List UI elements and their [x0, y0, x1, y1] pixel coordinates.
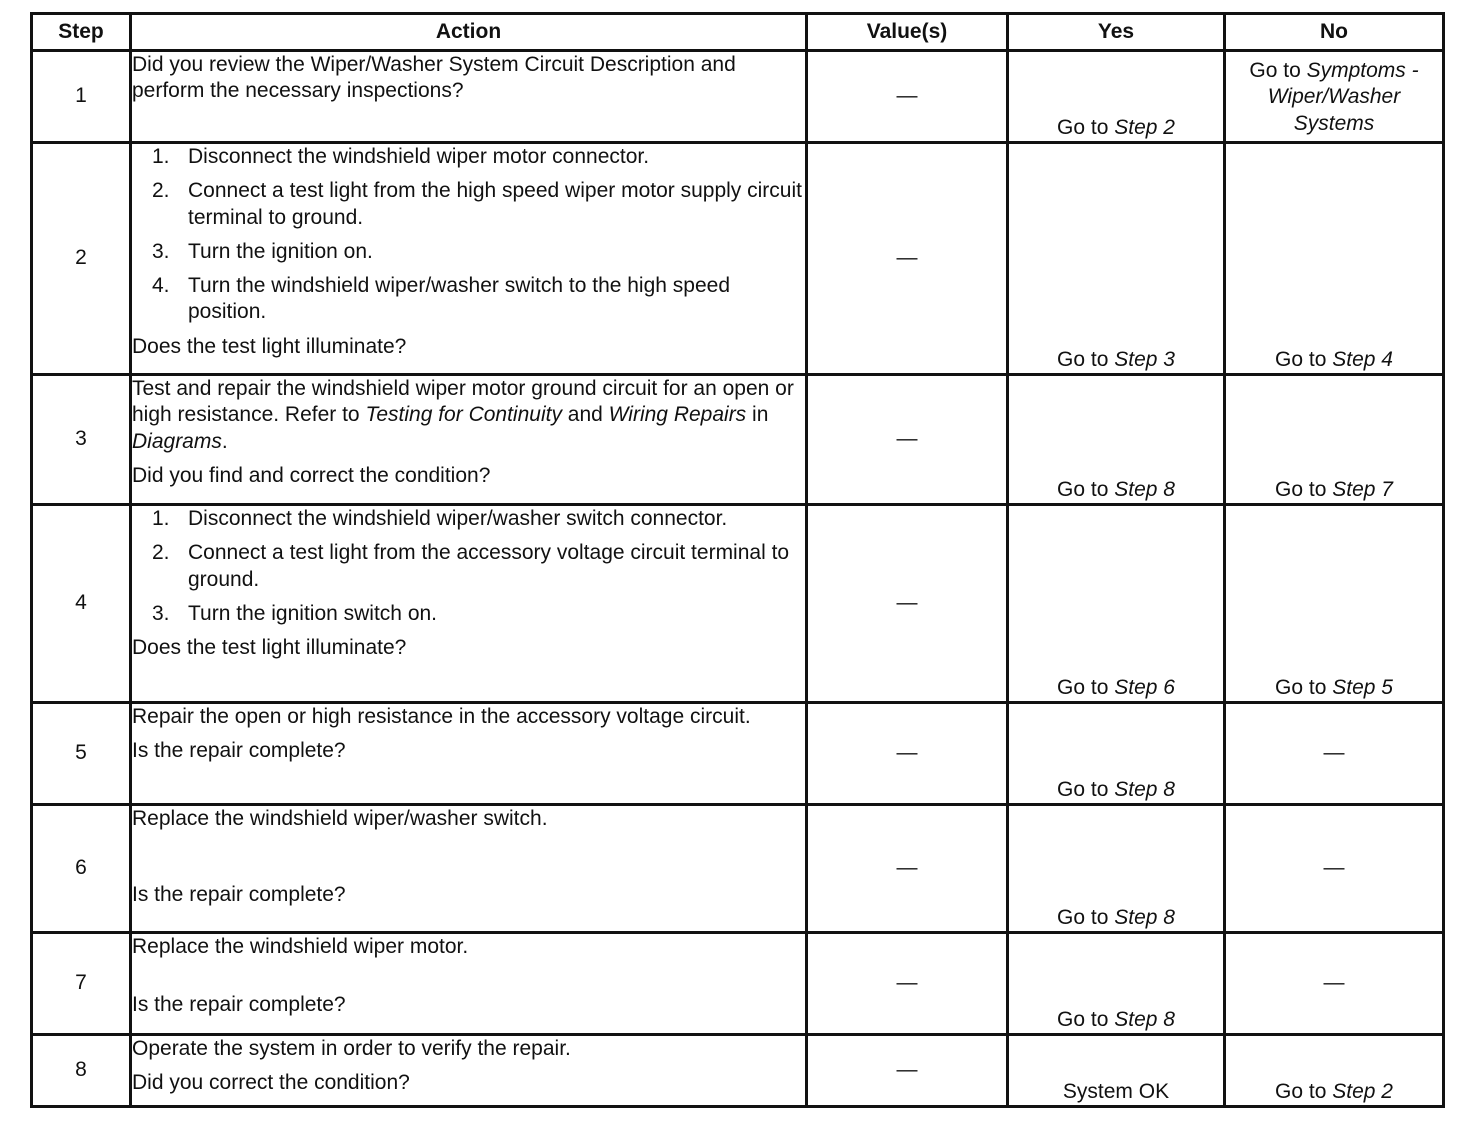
step-number: 7	[32, 933, 131, 1035]
yes-prefix: Go to	[1057, 115, 1115, 139]
no-prefix: Go to	[1275, 477, 1333, 501]
no-link[interactable]: Symptoms - Wiper/Washer Systems	[1267, 59, 1419, 135]
header-row	[32, 14, 1444, 51]
yes-link[interactable]: Step 8	[1114, 477, 1175, 501]
table-row	[32, 143, 1444, 375]
header-step: Step	[32, 14, 131, 51]
action-cell	[131, 505, 807, 703]
action-cell	[131, 143, 807, 375]
no-cell	[1225, 143, 1444, 375]
action-cell	[131, 933, 807, 1035]
yes-prefix: Go to	[1057, 905, 1115, 929]
table-row	[32, 703, 1444, 805]
step-number: 4	[32, 505, 131, 703]
yes-cell	[1008, 505, 1225, 703]
ref-link[interactable]: Testing for Continuity	[365, 403, 562, 427]
no-cell	[1225, 1035, 1444, 1107]
value-cell: —	[807, 51, 1008, 143]
yes-prefix: Go to	[1057, 675, 1115, 699]
value-cell: —	[807, 805, 1008, 933]
action-cell	[131, 805, 807, 933]
yes-prefix: Go to	[1057, 1007, 1115, 1031]
no-prefix: Go to	[1275, 347, 1333, 371]
yes-cell	[1008, 703, 1225, 805]
yes-cell	[1008, 51, 1225, 143]
table-row	[32, 375, 1444, 505]
no-link[interactable]: Step 7	[1332, 477, 1393, 501]
list-item: 4. Turn the windshield wiper/washer switch to the high speed position.	[152, 274, 731, 324]
no-cell: —	[1225, 805, 1444, 933]
yes-cell: System OK	[1008, 1035, 1225, 1107]
yes-link[interactable]: Step 8	[1114, 777, 1175, 801]
yes-cell	[1008, 143, 1225, 375]
yes-link[interactable]: Step 3	[1114, 347, 1175, 371]
action-list	[132, 506, 805, 627]
action-cell	[131, 51, 807, 143]
no-cell	[1225, 505, 1444, 703]
step-number: 8	[32, 1035, 131, 1107]
step-number: 6	[32, 805, 131, 933]
value-cell: —	[807, 703, 1008, 805]
value-cell: —	[807, 375, 1008, 505]
action-question: Did you find and correct the condition?	[132, 463, 491, 487]
action-text: Replace the windshield wiper motor.	[132, 935, 469, 958]
action-cell	[131, 1035, 807, 1107]
yes-prefix: Go to	[1057, 777, 1115, 801]
no-cell: —	[1225, 703, 1444, 805]
no-link[interactable]: Step 2	[1332, 1079, 1393, 1103]
step-number: 2	[32, 143, 131, 375]
header-yes: Yes	[1008, 14, 1225, 51]
action-question: Does the test light illuminate?	[132, 334, 407, 358]
ref-link[interactable]: Wiring Repairs	[608, 403, 747, 427]
action-question: Does the test light illuminate?	[132, 636, 407, 659]
list-item: 3. Turn the ignition on.	[152, 239, 373, 263]
header-action: Action	[131, 14, 807, 51]
value-cell: —	[807, 933, 1008, 1035]
action-text: Replace the windshield wiper/washer switch.	[132, 807, 548, 830]
step-number: 3	[32, 375, 131, 505]
yes-link[interactable]: Step 8	[1114, 905, 1175, 929]
yes-link[interactable]: Step 6	[1114, 675, 1175, 699]
step-number: 1	[32, 51, 131, 143]
yes-cell	[1008, 805, 1225, 933]
value-cell: —	[807, 143, 1008, 375]
no-cell	[1225, 375, 1444, 505]
header-no: No	[1225, 14, 1444, 51]
list-item: 1. Disconnect the windshield wiper motor connector.	[152, 145, 650, 168]
yes-prefix: Go to	[1057, 477, 1115, 501]
action-text: Operate the system in order to verify the repair.	[132, 1037, 571, 1060]
action-list	[132, 144, 805, 326]
action-question: Did you correct the condition?	[132, 1071, 410, 1095]
table-row	[32, 805, 1444, 933]
value-cell: —	[807, 505, 1008, 703]
table-row	[32, 1035, 1444, 1107]
list-item: 3. Turn the ignition switch on.	[152, 601, 438, 625]
list-item: 1. Disconnect the windshield wiper/washer switch connector.	[152, 507, 728, 530]
value-cell: —	[807, 1035, 1008, 1107]
action-question: Is the repair complete?	[132, 883, 346, 907]
action-question: Is the repair complete?	[132, 739, 346, 763]
yes-cell	[1008, 933, 1225, 1035]
table-row	[32, 505, 1444, 703]
action-question: Is the repair complete?	[132, 993, 346, 1017]
yes-link[interactable]: Step 8	[1114, 1007, 1175, 1031]
action-cell	[131, 703, 807, 805]
action-text: Did you review the Wiper/Washer System Circuit Description and perform the necessary inspections?	[132, 53, 736, 103]
no-cell	[1225, 51, 1444, 143]
no-link[interactable]: Step 5	[1332, 675, 1393, 699]
no-link[interactable]: Step 4	[1332, 347, 1393, 371]
list-item: 2. Connect a test light from the high speed wiper motor supply circuit terminal to ground.	[152, 179, 802, 229]
action-text: Repair the open or high resistance in the accessory voltage circuit.	[132, 705, 751, 728]
diagnostic-table	[30, 12, 1445, 1108]
yes-cell	[1008, 375, 1225, 505]
action-text: Test and repair the windshield wiper motor ground circuit for an open or high resistance. Refer to Testing for Continuity and Wiring Repairs in Diagrams.	[132, 377, 794, 453]
yes-prefix: Go to	[1057, 347, 1115, 371]
step-number: 5	[32, 703, 131, 805]
no-prefix: Go to	[1275, 675, 1333, 699]
action-cell	[131, 375, 807, 505]
list-item: 2. Connect a test light from the accessory voltage circuit terminal to ground.	[152, 541, 790, 591]
no-cell: —	[1225, 933, 1444, 1035]
yes-link[interactable]: Step 2	[1114, 115, 1175, 139]
no-prefix: Go to	[1249, 59, 1307, 82]
no-prefix: Go to	[1275, 1079, 1333, 1103]
ref-link[interactable]: Diagrams	[132, 429, 222, 453]
table-row	[32, 933, 1444, 1035]
header-values: Value(s)	[807, 14, 1008, 51]
table-row	[32, 51, 1444, 143]
